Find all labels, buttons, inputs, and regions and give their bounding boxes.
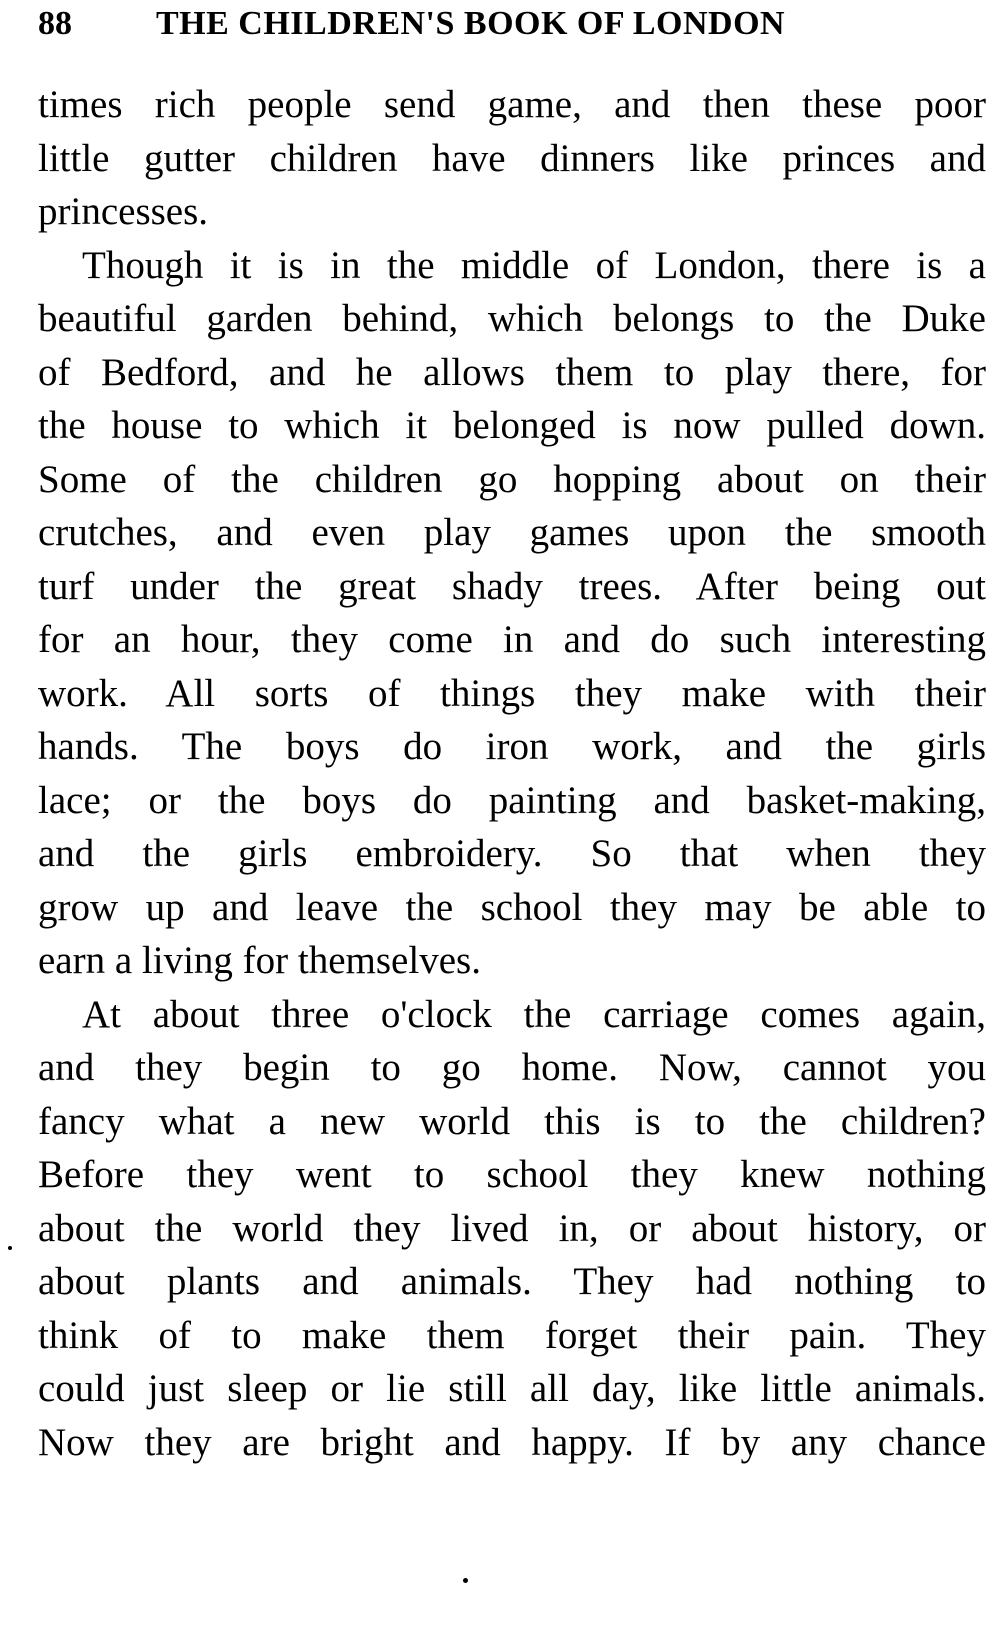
- text-line: think of to make them forget their pain. They: [38, 1313, 986, 1357]
- text-line: grow up and leave the school they may be able to: [38, 885, 986, 929]
- text-line: Before they went to school they knew nothing: [38, 1153, 986, 1196]
- print-speck: [8, 1246, 12, 1250]
- running-head: [38, 2, 958, 46]
- text-line: fancy what a new world this is to the children?: [38, 1099, 986, 1143]
- text-line: Now they are bright and happy. If by any chance: [38, 1420, 986, 1464]
- running-title: THE CHILDREN'S BOOK OF LONDON: [156, 5, 786, 42]
- text-line: hands. The boys do iron work, and the girls: [38, 725, 986, 768]
- text-line: times rich people send game, and then these poor: [38, 83, 986, 126]
- text-line: work. All sorts of things they make with their: [38, 671, 986, 715]
- text-line: beautiful garden behind, which belongs to the Duke: [38, 297, 986, 340]
- page-number: 88: [38, 5, 72, 42]
- text-line: for an hour, they come in and do such interesting: [38, 618, 986, 661]
- text-line: and they begin to go home. Now, cannot you: [38, 1046, 986, 1089]
- text-line: princesses.: [38, 190, 209, 233]
- text-line: and the girls embroidery. So that when they: [38, 832, 986, 875]
- text-line: about the world they lived in, or about history, or: [38, 1206, 986, 1250]
- body-text: [38, 78, 986, 1469]
- paragraph-first-line: Though it is in the middle of London, there is a: [82, 243, 986, 287]
- text-line: could just sleep or lie still all day, like little animals.: [38, 1367, 986, 1410]
- text-line: about plants and animals. They had nothing to: [38, 1260, 986, 1303]
- text-line: crutches, and even play games upon the smooth: [38, 511, 986, 554]
- text-line: Some of the children go hopping about on their: [38, 457, 986, 501]
- print-speck: [463, 1578, 468, 1583]
- text-line: little gutter children have dinners like princes and: [38, 136, 986, 180]
- text-line: turf under the great shady trees. After being out: [38, 564, 986, 608]
- text-line: the house to which it belonged is now pulled down.: [38, 404, 986, 447]
- text-line: earn a living for themselves.: [38, 939, 481, 982]
- text-line: of Bedford, and he allows them to play there, for: [38, 350, 986, 394]
- text-line: lace; or the boys do painting and basket-making,: [38, 778, 986, 822]
- paragraph-first-line: At about three o'clock the carriage comes again,: [82, 992, 986, 1036]
